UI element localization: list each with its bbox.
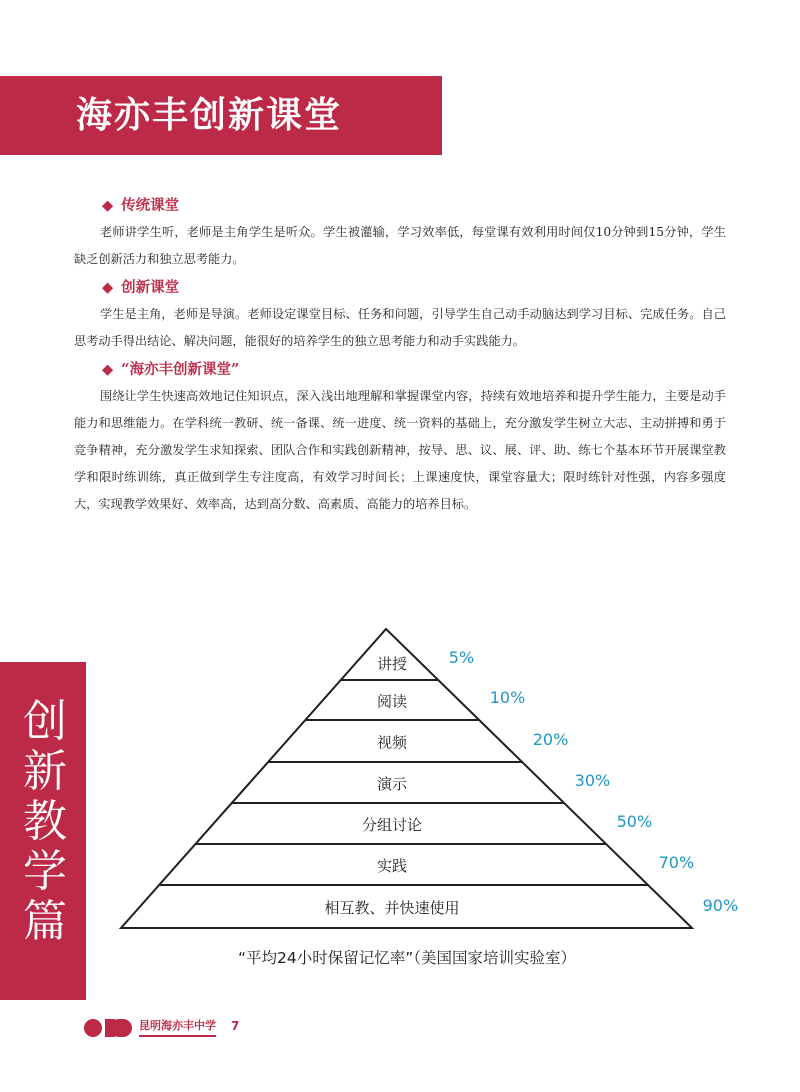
section-paragraph: 老师讲学生听，老师是主角学生是听众。学生被灌输，学习效率低，每堂课有效利用时间仅10分钟到15分钟，学生缺乏创新活力和独立思考能力。 xyxy=(74,225,726,266)
pyramid-value-label: 20% xyxy=(532,730,569,749)
section-heading-text: 创新课堂 xyxy=(121,279,180,296)
section-paragraph: 学生是主角，老师是导演。老师设定课堂目标、任务和问题，引导学生自己动手动脑达到学习目标、完成任务。自己思考动手得出结论、解决问题，能很好的培养学生的独立思考能力和动手实践能力。 xyxy=(74,307,726,348)
pyramid-level-label: 讲授 xyxy=(376,655,408,673)
pyramid-value-label: 30% xyxy=(574,771,611,790)
pyramid-level-label: 实践 xyxy=(376,857,408,875)
section-paragraph: 围绕让学生快速高效地记住知识点，深入浅出地理解和掌握课堂内容，持续有效地培养和提升学生能力，主要是动手能力和思维能力。在学科统一教研、统一备课、统一进度、统一资料的基础上，充分激发学生树立大志、主动拼搏和勇于竞争精神，充分激发学生求知探索、团队合作和实践创新精神，按导、思、议、展、评、助、练七个基本环节开展课堂教学和限时练训练，真正做到学生专注度高，有效学习时间长；上课速度快，课堂容量大；限时练针对性强，内容多强度大，实现教学效果好、效率高，达到高分数、高素质、高能力的培养目标。 xyxy=(74,389,726,511)
pyramid-level-label: 相互教、并快速使用 xyxy=(324,899,460,917)
pyramid-value-label: 90% xyxy=(702,896,739,915)
pyramid-level-label: 分组讨论 xyxy=(361,816,423,834)
diamond-bullet-icon: ◆ xyxy=(102,279,114,296)
footer-school-name: 昆明海亦丰中学 xyxy=(139,1018,216,1037)
side-title: 创新教学篇 xyxy=(23,696,67,947)
pyramid-level-label: 演示 xyxy=(376,775,408,793)
pyramid-value-label: 70% xyxy=(658,853,695,872)
pyramid-level-label: 视频 xyxy=(376,733,408,752)
footer-dots-icon xyxy=(84,1018,134,1038)
pyramid-value-label: 5% xyxy=(448,648,475,667)
section-heading-text: 传统课堂 xyxy=(121,197,180,214)
diamond-bullet-icon: ◆ xyxy=(102,361,114,378)
pyramid-level-label: 阅读 xyxy=(376,692,408,711)
page-number: 7 xyxy=(231,1019,240,1033)
page-title: 海亦丰创新课堂 xyxy=(76,95,343,136)
section-heading-text: “海亦丰创新课堂” xyxy=(121,361,240,378)
chart-title: “平均24小时保留记忆率”（美国国家培训实验室） xyxy=(237,949,577,967)
pyramid-value-label: 50% xyxy=(616,812,653,831)
pyramid-value-label: 10% xyxy=(489,688,526,707)
diamond-bullet-icon: ◆ xyxy=(102,197,114,214)
